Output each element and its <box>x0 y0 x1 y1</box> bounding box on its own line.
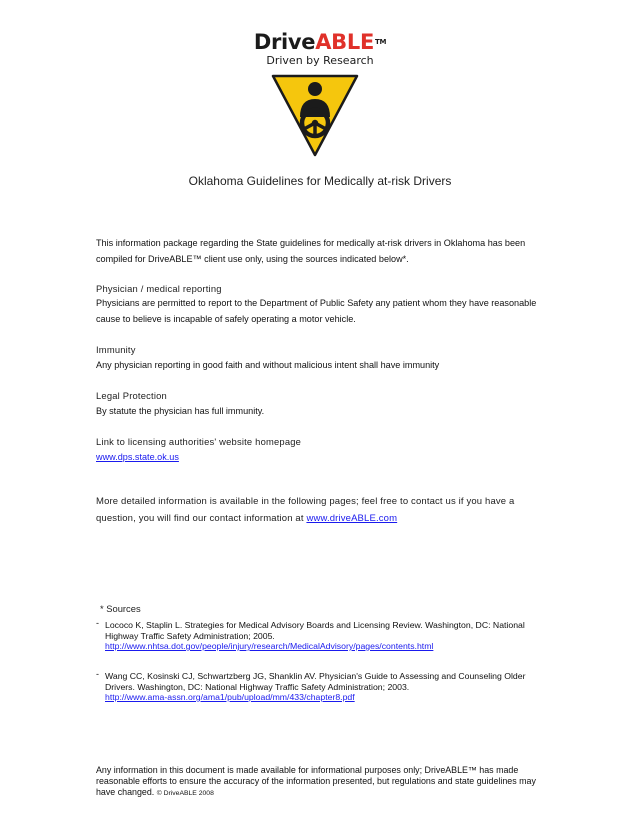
licensing-heading: Link to licensing authorities' website homepage <box>96 436 302 447</box>
brand-drive: Drive <box>253 30 316 54</box>
page-title: Oklahoma Guidelines for Medically at-risk Drivers <box>188 174 452 188</box>
legal-heading: Legal Protection <box>96 390 167 401</box>
source-url-link[interactable]: http://www.nhtsa.dot.gov/people/injury/research/MedicalAdvisory/pages/contents.html <box>105 641 434 651</box>
reporting-heading: Physician / medical reporting <box>96 283 222 294</box>
legal-text: By statute the physician has full immunity. <box>96 406 265 416</box>
disclaimer <box>96 765 546 799</box>
intro-paragraph: This information package regarding the State guidelines for medically at-risk drivers in Oklahoma has been compiled for DriveABLE™ client use only, using the sources indicated below*. <box>96 238 526 264</box>
disclaimer-text: Any information in this document is made available for informational purposes only; DriveABLE™ has made reasonable efforts to ensure the accuracy of the information presented, but regulations and state guidelines may have changed. <box>96 765 536 797</box>
sources-heading: * Sources <box>100 603 141 614</box>
source-item <box>96 671 546 703</box>
licensing-link[interactable]: www.dps.state.ok.us <box>96 452 179 462</box>
brand-logo-text <box>0 30 640 54</box>
source-dash: - <box>96 669 99 679</box>
contact-text: More detailed information is available in the following pages; feel free to contact us if you have a question, you will find our contact information at <box>96 496 515 524</box>
contact-website-link[interactable]: www.driveABLE.com <box>306 512 398 524</box>
source-dash: - <box>96 618 99 628</box>
immunity-text: Any physician reporting in good faith and without malicious intent shall have immunity <box>96 360 440 370</box>
source-citation: Lococo K, Staplin L. Strategies for Medical Advisory Boards and Licensing Review. Washington, DC: National Highway Traffic Safety Administration; 2005. <box>105 620 525 641</box>
brand-able: ABLE <box>315 30 375 54</box>
source-citation: Wang CC, Kosinski CJ, Schwartzberg JG, Shanklin AV. Physician's Guide to Assessing and Counseling Older Drivers. Washington, DC: National Highway Traffic Safety Administration; 2003. <box>105 671 526 692</box>
contact-paragraph <box>96 494 546 527</box>
source-item <box>96 620 546 652</box>
driver-steering-wheel-icon <box>270 72 360 158</box>
brand-trademark: TM <box>375 38 387 46</box>
licensing-link-row <box>96 450 546 466</box>
immunity-heading: Immunity <box>96 344 136 355</box>
copyright-notice: © DriveABLE 2008 <box>156 790 214 797</box>
brand-tagline: Driven by Research <box>266 54 374 67</box>
reporting-text: Physicians are permitted to report to the Department of Public Safety any patient whom they have reasonable cause to believe is incapable of safely operating a motor vehicle. <box>96 298 537 324</box>
source-url-link[interactable]: http://www.ama-assn.org/ama1/pub/upload/mm/433/chapter8.pdf <box>105 692 355 702</box>
